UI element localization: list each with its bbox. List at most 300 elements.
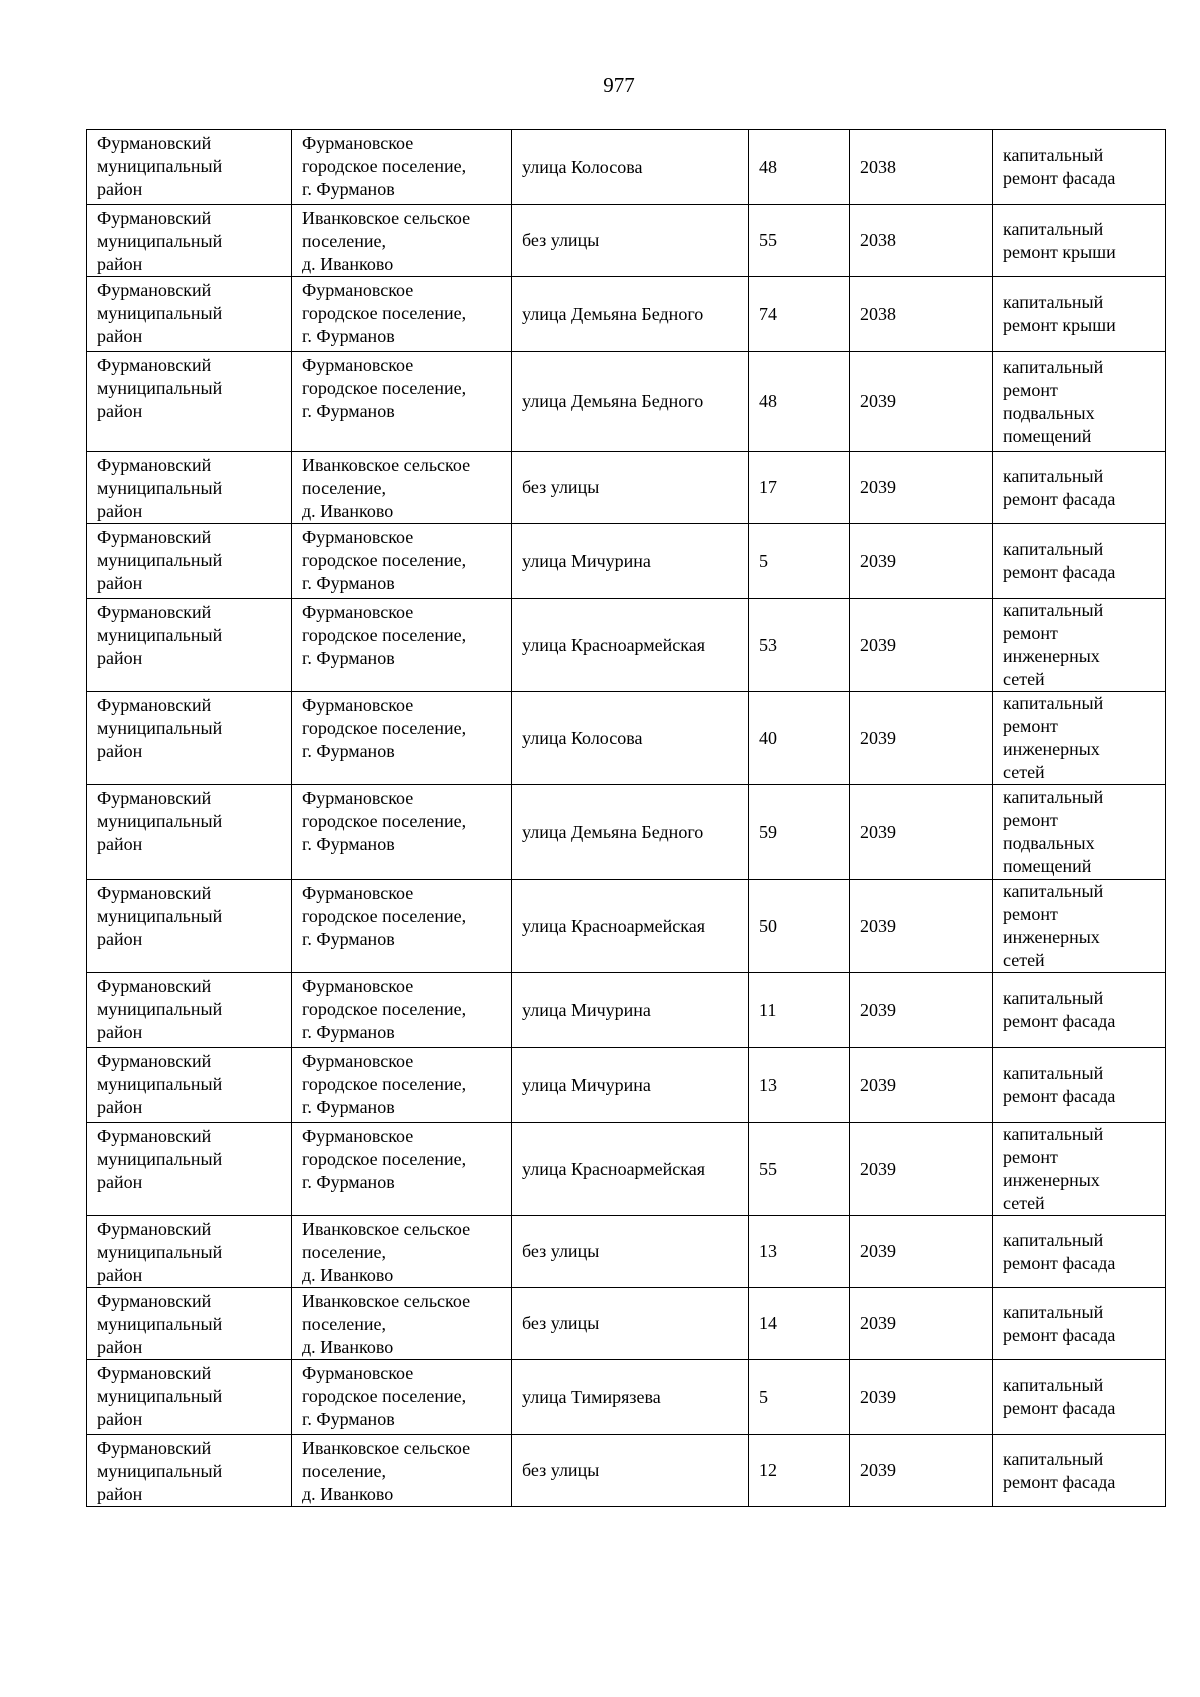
work-line: сетей [1003, 950, 1045, 970]
work-type-cell [993, 880, 1166, 973]
settlement-line: д. Иванково [302, 254, 394, 274]
district-cell [87, 1216, 292, 1288]
street-value: улица Демьяна Бедного [522, 391, 704, 411]
house-number-cell [749, 973, 850, 1048]
work-line: капитальный [1003, 145, 1104, 165]
street-value: улица Красноармейская [522, 915, 706, 936]
table-row [87, 785, 1166, 880]
house-number-cell [749, 880, 850, 973]
district-line: район [97, 741, 143, 761]
house-number-cell [749, 352, 850, 452]
year-cell [850, 352, 993, 452]
house-value: 59 [759, 821, 777, 842]
settlement-cell [292, 1360, 512, 1435]
house-value: 11 [759, 999, 777, 1020]
house-value: 55 [759, 1158, 777, 1179]
street-value: улица Колосова [522, 156, 643, 177]
district-line: Фурмановский [97, 695, 212, 715]
table-row [87, 524, 1166, 599]
street-cell [512, 1048, 749, 1123]
settlement-line: г. Фурманов [302, 573, 395, 593]
district-cell [87, 880, 292, 973]
work-line: капитальный [1003, 1375, 1104, 1395]
street-cell [512, 130, 749, 205]
street-cell [512, 973, 749, 1048]
table-row [87, 205, 1166, 277]
street-value: без улицы [522, 1460, 600, 1480]
year-value: 2038 [860, 156, 896, 177]
year-value: 2039 [860, 999, 896, 1020]
street-cell [512, 880, 749, 973]
table-row [87, 352, 1166, 452]
table-row [87, 1216, 1166, 1288]
settlement-line: Фурмановское [302, 695, 414, 715]
settlement-line: г. Фурманов [302, 1409, 395, 1429]
street-value: улица Демьяна Бедного [522, 303, 704, 324]
street-value: улица Колосова [522, 727, 643, 748]
street-value: без улицы [522, 1313, 600, 1333]
house-number-cell [749, 205, 850, 277]
settlement-line: городское поселение, [302, 550, 467, 570]
district-line: район [97, 179, 143, 199]
year-value: 2039 [860, 1074, 896, 1095]
district-line: Фурмановский [97, 280, 212, 300]
year-value: 2039 [860, 550, 896, 571]
table-row [87, 880, 1166, 973]
work-line: капитальный [1003, 465, 1104, 486]
settlement-line: г. Фурманов [302, 1172, 395, 1192]
house-number-cell [749, 277, 850, 352]
work-line: подвальных [1003, 833, 1095, 853]
house-number-cell [749, 524, 850, 599]
year-value: 2039 [860, 1241, 896, 1261]
district-line: Фурмановский [97, 1363, 212, 1383]
street-cell [512, 1123, 749, 1216]
table-row [87, 277, 1166, 352]
settlement-line: г. Фурманов [302, 929, 395, 949]
work-type-cell [993, 1288, 1166, 1360]
district-cell [87, 130, 292, 205]
settlement-line: Иванковское сельское [302, 1291, 471, 1311]
table-row [87, 599, 1166, 692]
district-line: Фурмановский [97, 133, 212, 153]
district-line: муниципальный [97, 231, 223, 251]
work-line: ремонт [1003, 716, 1058, 736]
year-value: 2039 [860, 1313, 896, 1333]
settlement-line: Иванковское сельское [302, 208, 471, 228]
work-type-cell [993, 1435, 1166, 1507]
settlement-line: г. Фурманов [302, 648, 395, 668]
district-line: Фурмановский [97, 208, 212, 228]
work-line: инженерных [1003, 1170, 1100, 1190]
work-line: капитальный [1003, 1448, 1104, 1469]
year-cell [850, 1123, 993, 1216]
work-line: капитальный [1003, 1229, 1104, 1250]
table-row [87, 452, 1166, 524]
work-line: сетей [1003, 1193, 1045, 1213]
settlement-line: поселение, [302, 478, 387, 498]
settlement-cell [292, 524, 512, 599]
year-cell [850, 880, 993, 973]
district-cell [87, 1288, 292, 1360]
district-cell [87, 452, 292, 524]
work-line: ремонт фасада [1003, 168, 1116, 188]
settlement-line: Фурмановское [302, 1126, 414, 1146]
settlement-line: городское поселение, [302, 303, 467, 323]
settlement-line: городское поселение, [302, 1386, 467, 1406]
work-line: ремонт [1003, 623, 1058, 643]
work-type-cell [993, 1360, 1166, 1435]
work-type-cell [993, 452, 1166, 524]
district-cell [87, 277, 292, 352]
work-line: сетей [1003, 762, 1045, 782]
street-value: без улицы [522, 1241, 600, 1261]
year-value: 2039 [860, 1460, 896, 1480]
district-line: муниципальный [97, 378, 223, 398]
work-type-cell [993, 205, 1166, 277]
settlement-line: поселение, [302, 1461, 387, 1481]
settlement-line: д. Иванково [302, 501, 394, 521]
year-cell [850, 785, 993, 880]
work-line: капитальный [1003, 1063, 1104, 1083]
year-value: 2039 [860, 634, 896, 655]
settlement-line: Фурмановское [302, 1363, 414, 1383]
house-value: 14 [759, 1313, 777, 1333]
work-line: ремонт [1003, 1147, 1058, 1167]
year-value: 2038 [860, 230, 896, 250]
street-cell [512, 1288, 749, 1360]
year-cell [850, 1216, 993, 1288]
settlement-line: городское поселение, [302, 378, 467, 398]
year-cell [850, 692, 993, 785]
year-value: 2039 [860, 391, 896, 411]
house-value: 50 [759, 915, 777, 936]
settlement-line: д. Иванково [302, 1337, 394, 1357]
work-line: капитальный [1003, 539, 1104, 559]
page-number: 977 [603, 73, 635, 97]
settlement-cell [292, 277, 512, 352]
district-line: район [97, 1409, 143, 1429]
work-type-cell [993, 973, 1166, 1048]
year-cell [850, 973, 993, 1048]
district-cell [87, 973, 292, 1048]
work-type-cell [993, 1048, 1166, 1123]
year-cell [850, 1048, 993, 1123]
table-body [87, 130, 1166, 1507]
work-line: капитальный [1003, 787, 1104, 807]
year-cell [850, 1288, 993, 1360]
house-value: 40 [759, 727, 777, 748]
district-cell [87, 205, 292, 277]
work-line: ремонт фасада [1003, 562, 1116, 582]
district-line: муниципальный [97, 718, 223, 738]
street-cell [512, 1216, 749, 1288]
table-row [87, 1123, 1166, 1216]
settlement-line: д. Иванково [302, 1265, 394, 1285]
district-cell [87, 599, 292, 692]
settlement-line: г. Фурманов [302, 1022, 395, 1042]
district-line: муниципальный [97, 1386, 223, 1406]
district-cell [87, 785, 292, 880]
house-number-cell [749, 130, 850, 205]
settlement-line: Фурмановское [302, 527, 414, 547]
work-line: ремонт фасада [1003, 488, 1116, 509]
settlement-line: Иванковское сельское [302, 1219, 471, 1239]
street-cell [512, 452, 749, 524]
house-number-cell [749, 785, 850, 880]
year-value: 2039 [860, 1386, 896, 1407]
table-row [87, 1048, 1166, 1123]
settlement-line: Фурмановское [302, 1051, 414, 1071]
house-number-cell [749, 1123, 850, 1216]
settlement-line: городское поселение, [302, 811, 467, 831]
house-number-cell [749, 452, 850, 524]
settlement-cell [292, 880, 512, 973]
district-line: муниципальный [97, 811, 223, 831]
settlement-line: г. Фурманов [302, 179, 395, 199]
year-value: 2039 [860, 915, 896, 936]
district-line: муниципальный [97, 1242, 223, 1262]
district-line: район [97, 1097, 143, 1117]
settlement-line: поселение, [302, 231, 387, 251]
settlement-line: д. Иванково [302, 1484, 394, 1504]
settlement-line: Фурмановское [302, 355, 414, 375]
table-row [87, 1360, 1166, 1435]
work-line: капитальный [1003, 356, 1104, 377]
street-cell [512, 785, 749, 880]
work-type-cell [993, 1123, 1166, 1216]
street-value: улица Мичурина [522, 1074, 651, 1095]
repair-schedule-table [86, 129, 1166, 1507]
house-number-cell [749, 1048, 850, 1123]
table-row [87, 130, 1166, 205]
work-line: капитальный [1003, 292, 1104, 312]
district-line: муниципальный [97, 550, 223, 570]
year-cell [850, 524, 993, 599]
house-number-cell [749, 1288, 850, 1360]
street-value: улица Демьяна Бедного [522, 821, 704, 842]
work-line: капитальный [1003, 693, 1104, 713]
district-line: район [97, 929, 143, 949]
street-value: без улицы [522, 477, 600, 497]
house-value: 48 [759, 156, 777, 177]
year-value: 2039 [860, 1158, 896, 1179]
district-line: Фурмановский [97, 1126, 212, 1146]
district-line: муниципальный [97, 1314, 223, 1334]
year-cell [850, 1360, 993, 1435]
district-line: муниципальный [97, 1149, 223, 1169]
settlement-line: поселение, [302, 1314, 387, 1334]
street-value: без улицы [522, 230, 600, 250]
settlement-cell [292, 1216, 512, 1288]
settlement-cell [292, 352, 512, 452]
work-line: ремонт фасада [1003, 1011, 1116, 1031]
year-value: 2038 [860, 303, 896, 324]
street-value: улица Красноармейская [522, 1158, 706, 1179]
year-cell [850, 599, 993, 692]
district-line: район [97, 401, 143, 421]
settlement-line: г. Фурманов [302, 401, 395, 421]
work-type-cell [993, 599, 1166, 692]
settlement-line: Фурмановское [302, 788, 414, 808]
district-line: район [97, 573, 143, 593]
settlement-line: поселение, [302, 1242, 387, 1262]
house-value: 13 [759, 1074, 777, 1095]
house-value: 74 [759, 303, 777, 324]
district-line: район [97, 1337, 143, 1357]
district-line: район [97, 648, 143, 668]
work-line: ремонт [1003, 904, 1058, 924]
district-line: муниципальный [97, 1461, 223, 1481]
district-line: район [97, 501, 143, 521]
settlement-cell [292, 1288, 512, 1360]
house-value: 12 [759, 1460, 777, 1480]
year-cell [850, 277, 993, 352]
district-line: муниципальный [97, 625, 223, 645]
year-value: 2039 [860, 727, 896, 748]
street-value: улица Мичурина [522, 999, 651, 1020]
district-line: муниципальный [97, 156, 223, 176]
district-line: район [97, 1022, 143, 1042]
settlement-cell [292, 130, 512, 205]
district-cell [87, 1360, 292, 1435]
settlement-cell [292, 599, 512, 692]
house-number-cell [749, 599, 850, 692]
district-line: Фурмановский [97, 1219, 212, 1239]
house-value: 48 [759, 391, 777, 411]
settlement-cell [292, 1123, 512, 1216]
settlement-line: г. Фурманов [302, 326, 395, 346]
district-line: муниципальный [97, 478, 223, 498]
work-line: подвальных [1003, 402, 1095, 423]
work-type-cell [993, 352, 1166, 452]
year-cell [850, 452, 993, 524]
house-number-cell [749, 1360, 850, 1435]
street-value: улица Мичурина [522, 550, 651, 571]
settlement-line: городское поселение, [302, 156, 467, 176]
house-value: 53 [759, 634, 777, 655]
settlement-line: Иванковское сельское [302, 455, 471, 475]
table-row [87, 973, 1166, 1048]
settlement-line: г. Фурманов [302, 741, 395, 761]
year-cell [850, 1435, 993, 1507]
work-type-cell [993, 692, 1166, 785]
street-cell [512, 1360, 749, 1435]
work-line: помещений [1003, 856, 1092, 876]
district-line: район [97, 326, 143, 346]
work-line: капитальный [1003, 600, 1104, 620]
district-cell [87, 1123, 292, 1216]
work-type-cell [993, 130, 1166, 205]
table-row [87, 1288, 1166, 1360]
settlement-cell [292, 205, 512, 277]
district-line: Фурмановский [97, 788, 212, 808]
district-cell [87, 692, 292, 785]
work-line: ремонт фасада [1003, 1324, 1116, 1345]
house-value: 5 [759, 550, 768, 571]
settlement-line: Фурмановское [302, 280, 414, 300]
table-row [87, 1435, 1166, 1507]
settlement-cell [292, 452, 512, 524]
work-line: ремонт [1003, 810, 1058, 830]
work-line: ремонт фасада [1003, 1398, 1116, 1418]
settlement-line: Фурмановское [302, 602, 414, 622]
district-line: район [97, 1172, 143, 1192]
work-line: инженерных [1003, 739, 1100, 759]
district-line: район [97, 834, 143, 854]
settlement-cell [292, 973, 512, 1048]
work-line: капитальный [1003, 1124, 1104, 1144]
work-line: капитальный [1003, 988, 1104, 1008]
street-cell [512, 692, 749, 785]
year-value: 2039 [860, 477, 896, 497]
settlement-line: г. Фурманов [302, 1097, 395, 1117]
work-line: ремонт фасада [1003, 1471, 1116, 1492]
district-line: Фурмановский [97, 883, 212, 903]
house-number-cell [749, 692, 850, 785]
work-line: ремонт [1003, 379, 1058, 400]
settlement-line: городское поселение, [302, 906, 467, 926]
settlement-line: городское поселение, [302, 1149, 467, 1169]
district-line: муниципальный [97, 906, 223, 926]
street-value: улица Красноармейская [522, 634, 706, 655]
work-type-cell [993, 524, 1166, 599]
work-line: ремонт крыши [1003, 241, 1116, 262]
district-line: Фурмановский [97, 355, 212, 375]
street-value: улица Тимирязева [522, 1386, 661, 1407]
work-line: капитальный [1003, 881, 1104, 901]
year-cell [850, 130, 993, 205]
work-line: инженерных [1003, 927, 1100, 947]
district-line: Фурмановский [97, 976, 212, 996]
district-line: район [97, 254, 143, 274]
street-cell [512, 1435, 749, 1507]
work-line: помещений [1003, 425, 1092, 446]
settlement-cell [292, 1048, 512, 1123]
district-line: Фурмановский [97, 1438, 212, 1458]
work-line: сетей [1003, 669, 1045, 689]
district-line: район [97, 1265, 143, 1285]
district-line: район [97, 1484, 143, 1504]
house-number-cell [749, 1435, 850, 1507]
work-line: капитальный [1003, 1301, 1104, 1322]
street-cell [512, 352, 749, 452]
district-line: Фурмановский [97, 455, 212, 475]
settlement-cell [292, 692, 512, 785]
district-line: Фурмановский [97, 1291, 212, 1311]
house-value: 5 [759, 1386, 768, 1407]
settlement-cell [292, 785, 512, 880]
district-cell [87, 1048, 292, 1123]
settlement-line: городское поселение, [302, 1074, 467, 1094]
settlement-line: Фурмановское [302, 133, 414, 153]
settlement-line: Фурмановское [302, 883, 414, 903]
house-value: 55 [759, 230, 777, 250]
district-line: Фурмановский [97, 602, 212, 622]
district-line: муниципальный [97, 1074, 223, 1094]
work-type-cell [993, 1216, 1166, 1288]
street-cell [512, 524, 749, 599]
year-cell [850, 205, 993, 277]
work-line: инженерных [1003, 646, 1100, 666]
settlement-line: городское поселение, [302, 999, 467, 1019]
settlement-line: городское поселение, [302, 625, 467, 645]
house-value: 17 [759, 477, 777, 497]
work-type-cell [993, 277, 1166, 352]
settlement-cell [292, 1435, 512, 1507]
table-row [87, 692, 1166, 785]
district-line: Фурмановский [97, 1051, 212, 1071]
